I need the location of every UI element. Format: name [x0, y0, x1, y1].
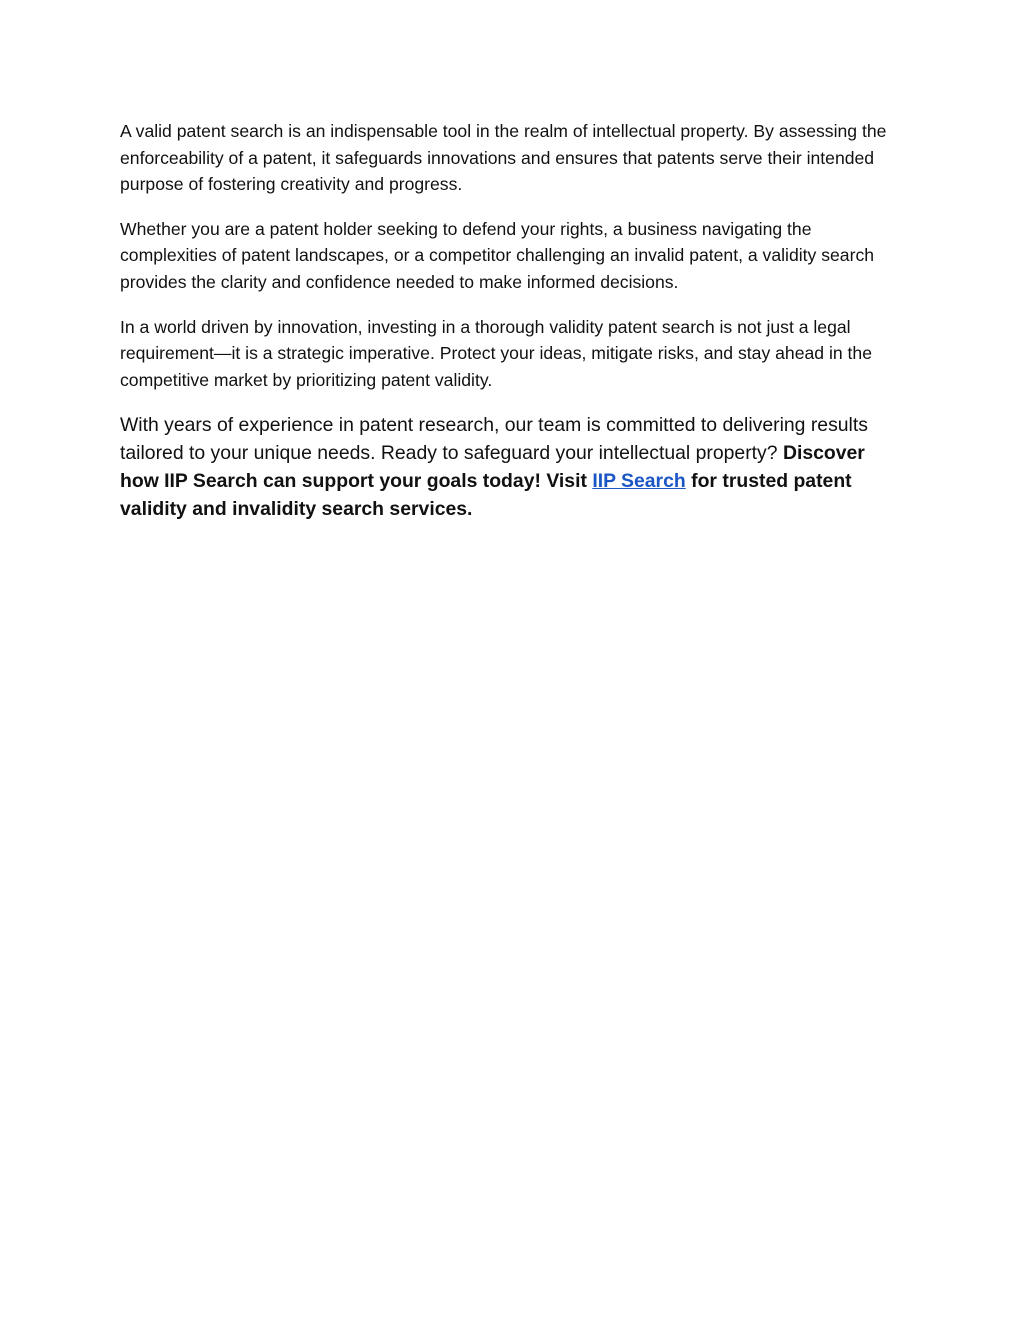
paragraph-audience: Whether you are a patent holder seeking to defend your rights, a business navigating the complexities of patent landscapes, or a competitor challenging an invalid patent, a validity search provides the clarity and confidence needed to make informed decisions. [120, 218, 875, 292]
document-body [120, 118, 904, 541]
paragraph-intro: A valid patent search is an indispensable tool in the realm of intellectual property. By assessing the enforceability of a patent, it safeguards innovations and ensures that patents serve their intended purpose of fostering creativity and progress. [120, 121, 887, 195]
paragraph-innovation: In a world driven by innovation, investing in a thorough validity patent search is not just a legal requirement—it is a strategic imperative. Protect your ideas, mitigate risks, and stay ahead in the competitive market by prioritizing patent validity. [120, 316, 872, 390]
iip-search-link[interactable]: IIP Search [592, 470, 686, 493]
closing-bold-text: Discover how IIP Search can support your goals today! Visit [120, 442, 865, 493]
closing-bold-tail: for trusted patent validity and invalidity search services. [120, 470, 852, 521]
closing-plain-text: With years of experience in patent research, our team is committed to delivering results tailored to your unique needs. Ready to safeguard your intellectual property? [120, 414, 868, 465]
paragraph-closing [120, 411, 904, 523]
